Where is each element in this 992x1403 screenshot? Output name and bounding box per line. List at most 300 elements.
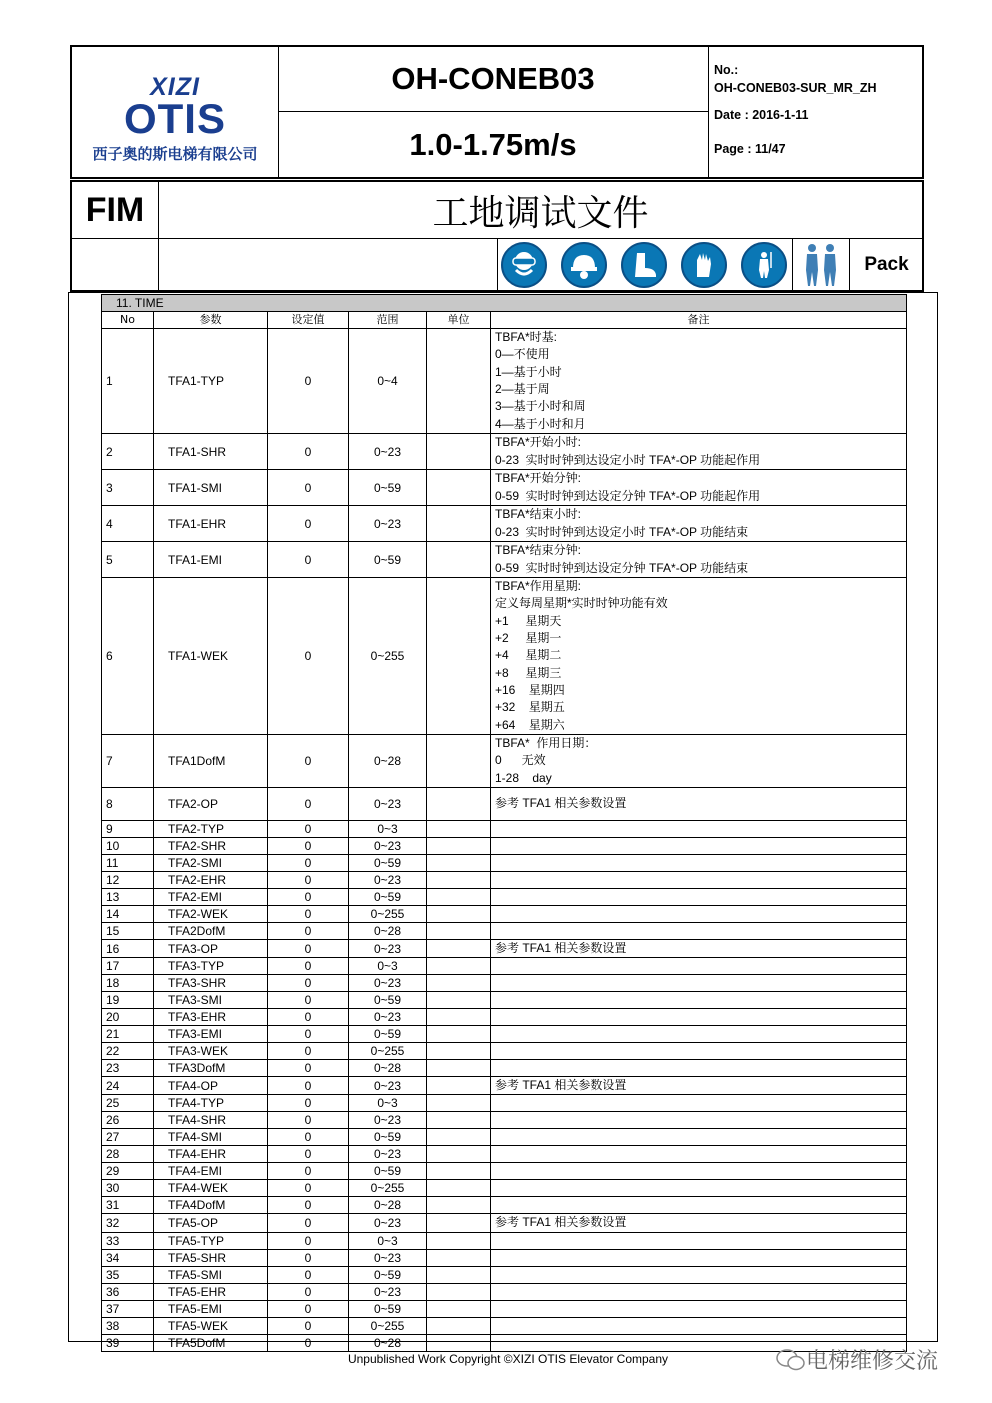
cell-param: TFA4-OP [154,1077,268,1095]
cell-value: 0 [268,329,349,434]
cell-range: 0~4 [349,329,427,434]
cell-unit [427,1146,491,1163]
parameter-table [101,294,907,1352]
cell-unit [427,1283,491,1300]
cell-range: 0~59 [349,992,427,1009]
note-line: 0—不使用 [495,347,550,362]
table-row [102,735,907,788]
doc-page: Page : 11/47 [714,142,786,156]
cell-range: 0~255 [349,905,427,922]
cell-no: 9 [102,820,154,837]
safety-boot-icon [621,242,667,288]
cell-value: 0 [268,1129,349,1146]
note-line: TBFA* 作用日期： [495,736,597,750]
header-range: 范围 [349,312,427,329]
table-row [102,958,907,975]
cell-unit [427,1300,491,1317]
doc-info-cell [709,47,922,177]
cell-notes [491,905,907,922]
cell-range: 0~23 [349,1112,427,1129]
cell-notes [491,1283,907,1300]
table-row [102,992,907,1009]
note-line: TBFA*结束小时: [495,507,582,522]
cell-unit [427,922,491,939]
cell-no: 23 [102,1060,154,1077]
cell-value: 0 [268,506,349,542]
cell-param: TFA3-TYP [154,958,268,975]
cell-no: 25 [102,1095,154,1112]
cell-value: 0 [268,939,349,957]
cell-value: 0 [268,434,349,470]
cell-no: 27 [102,1129,154,1146]
cell-unit [427,578,491,735]
cell-unit [427,1249,491,1266]
cell-value: 0 [268,871,349,888]
cell-param: TFA5DofM [154,1334,268,1351]
cell-unit [427,1043,491,1060]
cell-no: 33 [102,1232,154,1249]
note-line: 参考 TFA1 相关参数设置 [495,796,627,811]
cell-value: 0 [268,542,349,578]
note-line: 0-59 实时时钟到达设定分钟 TFA*-OP 功能结束 [495,560,749,575]
note-line: 3—基于小时和周 [495,399,586,414]
cell-notes [491,506,907,542]
cell-unit [427,820,491,837]
cell-param: TFA2-SMI [154,854,268,871]
cell-value: 0 [268,1009,349,1026]
cell-range: 0~28 [349,1060,427,1077]
header-notes: 备注 [491,312,907,329]
cell-param: TFA5-EMI [154,1300,268,1317]
table-row [102,1214,907,1232]
cell-unit [427,1334,491,1351]
cell-range: 0~23 [349,1249,427,1266]
cell-unit [427,1077,491,1095]
cell-value: 0 [268,1214,349,1232]
fim-blank-left [72,239,159,290]
cell-notes [491,888,907,905]
cell-notes [491,1095,907,1112]
cell-range: 0~28 [349,1334,427,1351]
cell-param: TFA3-SMI [154,992,268,1009]
cell-param: TFA5-EHR [154,1283,268,1300]
cell-unit [427,434,491,470]
note-line: 参考 TFA1 相关参数设置 [495,1215,627,1230]
cell-param: TFA5-WEK [154,1317,268,1334]
cell-value: 0 [268,1300,349,1317]
table-row [102,1129,907,1146]
cell-param: TFA1-TYP [154,329,268,434]
cell-value: 0 [268,992,349,1009]
cell-unit [427,329,491,434]
title-cell [278,47,709,177]
table-row [102,854,907,871]
note-line: 0-59 实时时钟到达设定分钟 TFA*-OP 功能起作用 [495,488,761,503]
model-title: OH-CONEB03 [278,47,708,112]
cell-param: TFA3-EMI [154,1026,268,1043]
cell-value: 0 [268,1146,349,1163]
cell-param: TFA3DofM [154,1060,268,1077]
table-row [102,1146,907,1163]
doc-no-label: No.: [714,63,739,77]
table-row [102,905,907,922]
cell-notes [491,820,907,837]
cell-value: 0 [268,1095,349,1112]
table-row [102,1300,907,1317]
cell-unit [427,871,491,888]
cell-range: 0~23 [349,434,427,470]
cell-param: TFA3-WEK [154,1043,268,1060]
cell-value: 0 [268,578,349,735]
note-line: 1-28 day [495,770,552,785]
cell-no: 32 [102,1214,154,1232]
cell-unit [427,888,491,905]
cell-unit [427,1060,491,1077]
cell-value: 0 [268,1043,349,1060]
cell-range: 0~23 [349,506,427,542]
cell-value: 0 [268,1180,349,1197]
cell-no: 38 [102,1317,154,1334]
cell-range: 0~3 [349,1232,427,1249]
cell-range: 0~59 [349,1300,427,1317]
table-row [102,1060,907,1077]
cell-param: TFA2-SHR [154,837,268,854]
document-header [70,45,924,179]
cell-value: 0 [268,735,349,788]
fim-label: FIM [72,182,159,239]
cell-no: 28 [102,1146,154,1163]
cell-no: 7 [102,735,154,788]
header-param: 参数 [154,312,268,329]
table-row [102,939,907,957]
fim-title: 工地调试文件 [159,182,922,239]
logo-company-name: 西子奥的斯电梯有限公司 [92,146,258,163]
note-line: TBFA*开始小时: [495,435,582,450]
cell-param: TFA5-SMI [154,1266,268,1283]
cell-param: TFA4-WEK [154,1180,268,1197]
cell-notes [491,735,907,788]
cell-param: TFA4-EHR [154,1146,268,1163]
cell-param: TFA1-WEK [154,578,268,735]
cell-notes [491,1232,907,1249]
cell-param: TFA2-WEK [154,905,268,922]
watermark [776,1344,938,1375]
cell-range: 0~59 [349,470,427,506]
cell-notes [491,1249,907,1266]
note-line: 定义每周星期*实时时钟功能有效 [495,596,668,611]
cell-value: 0 [268,1249,349,1266]
note-line: 参考 TFA1 相关参数设置 [495,1078,627,1093]
table-row [102,1283,907,1300]
cell-param: TFA2DofM [154,922,268,939]
cell-range: 0~28 [349,1197,427,1214]
note-line: TBFA*时基: [495,330,558,345]
cell-notes [491,1112,907,1129]
table-row [102,871,907,888]
harness-icon [741,242,787,288]
cell-no: 4 [102,506,154,542]
cell-notes [491,1060,907,1077]
cell-value: 0 [268,958,349,975]
cell-notes [491,958,907,975]
cell-notes [491,1266,907,1283]
logo-otis: OTIS [123,95,226,142]
cell-range: 0~23 [349,787,427,820]
doc-no-value: OH-CONEB03-SUR_MR_ZH [714,81,877,95]
cell-no: 35 [102,1266,154,1283]
table-row [102,1197,907,1214]
watermark-text: 电梯维修交流 [806,1349,939,1374]
copyright-footer: Unpublished Work Copyright ©XIZI OTIS Elevator Company [347,1352,669,1366]
cell-param: TFA3-OP [154,939,268,957]
cell-notes [491,329,907,434]
cell-unit [427,787,491,820]
cell-value: 0 [268,787,349,820]
cell-notes [491,1300,907,1317]
table-row [102,1266,907,1283]
cell-value: 0 [268,837,349,854]
cell-range: 0~28 [349,922,427,939]
cell-param: TFA2-EHR [154,871,268,888]
cell-param: TFA3-SHR [154,975,268,992]
cell-value: 0 [268,1266,349,1283]
cell-range: 0~59 [349,1163,427,1180]
header-unit: 单位 [427,312,491,329]
cell-unit [427,1112,491,1129]
cell-range: 0~3 [349,958,427,975]
cell-param: TFA5-OP [154,1214,268,1232]
cell-unit [427,1095,491,1112]
table-row [102,1095,907,1112]
note-line: 0-23 实时时钟到达设定小时 TFA*-OP 功能起作用 [495,452,761,467]
cell-value: 0 [268,1317,349,1334]
note-line: 参考 TFA1 相关参数设置 [495,940,627,955]
cell-no: 15 [102,922,154,939]
chat-icon [776,1348,806,1372]
cell-no: 20 [102,1009,154,1026]
cell-range: 0~23 [349,1009,427,1026]
cell-value: 0 [268,854,349,871]
cell-no: 19 [102,992,154,1009]
cell-range: 0~23 [349,975,427,992]
cell-value: 0 [268,1060,349,1077]
cell-unit [427,1232,491,1249]
cell-notes [491,787,907,820]
table-row [102,1112,907,1129]
cell-no: 8 [102,787,154,820]
cell-no: 26 [102,1112,154,1129]
cell-notes [491,1077,907,1095]
pack-label: Pack [849,239,923,290]
cell-value: 0 [268,975,349,992]
cell-value: 0 [268,1077,349,1095]
section-row [102,295,907,312]
cell-value: 0 [268,820,349,837]
cell-range: 0~59 [349,854,427,871]
cell-value: 0 [268,922,349,939]
note-line: 4—基于小时和月 [495,416,586,431]
table-row [102,1232,907,1249]
header-row [102,312,907,329]
table-row [102,578,907,735]
cell-no: 1 [102,329,154,434]
table-row [102,1077,907,1095]
cell-no: 12 [102,871,154,888]
table-row [102,1317,907,1334]
cell-notes [491,1197,907,1214]
cell-no: 24 [102,1077,154,1095]
table-row [102,1009,907,1026]
cell-range: 0~23 [349,1214,427,1232]
cell-no: 36 [102,1283,154,1300]
cell-unit [427,854,491,871]
cell-notes [491,1026,907,1043]
table-row [102,820,907,837]
cell-notes [491,1317,907,1334]
header-value: 设定值 [268,312,349,329]
cell-unit [427,975,491,992]
cell-no: 18 [102,975,154,992]
cell-param: TFA1-EHR [154,506,268,542]
cell-no: 16 [102,939,154,957]
cell-value: 0 [268,1232,349,1249]
cell-notes [491,992,907,1009]
cell-param: TFA5-TYP [154,1232,268,1249]
table-row [102,470,907,506]
cell-range: 0~28 [349,735,427,788]
table-row [102,329,907,434]
cell-unit [427,542,491,578]
note-line: +2 星期一 [495,631,562,646]
cell-param: TFA1DofM [154,735,268,788]
section-title: 11. TIME [102,295,907,312]
cell-range: 0~255 [349,1043,427,1060]
header-no: No [102,312,154,329]
cell-notes [491,578,907,735]
cell-unit [427,1129,491,1146]
note-line: TBFA*作用星期: [495,579,582,594]
cell-no: 37 [102,1300,154,1317]
cell-param: TFA1-SMI [154,470,268,506]
table-row [102,975,907,992]
cell-value: 0 [268,470,349,506]
note-line: +16 星期四 [495,682,565,697]
cell-notes [491,1163,907,1180]
cell-unit [427,1214,491,1232]
cell-range: 0~59 [349,1266,427,1283]
fim-band [70,180,924,292]
cell-unit [427,1163,491,1180]
cell-notes [491,1214,907,1232]
cell-notes [491,470,907,506]
cell-notes [491,434,907,470]
cell-unit [427,958,491,975]
cell-notes [491,1146,907,1163]
cell-range: 0~255 [349,1317,427,1334]
cell-param: TFA4-SMI [154,1129,268,1146]
note-line: +4 星期二 [495,648,562,663]
doc-date: Date : 2016-1-11 [714,108,809,122]
cell-param: TFA4-TYP [154,1095,268,1112]
table-row [102,922,907,939]
cell-notes [491,1180,907,1197]
cell-unit [427,1009,491,1026]
note-line: 0 无效 [495,753,546,768]
cell-range: 0~23 [349,837,427,854]
cell-value: 0 [268,888,349,905]
cell-no: 30 [102,1180,154,1197]
cell-notes [491,922,907,939]
cell-unit [427,905,491,922]
cell-notes [491,837,907,854]
cell-no: 34 [102,1249,154,1266]
cell-param: TFA5-SHR [154,1249,268,1266]
table-row [102,542,907,578]
cell-param: TFA3-EHR [154,1009,268,1026]
cell-range: 0~59 [349,1026,427,1043]
cell-no: 17 [102,958,154,975]
cell-param: TFA1-EMI [154,542,268,578]
cell-unit [427,992,491,1009]
cell-param: TFA2-OP [154,787,268,820]
cell-unit [427,939,491,957]
cell-notes [491,939,907,957]
cell-range: 0~23 [349,1146,427,1163]
cell-param: TFA4-SHR [154,1112,268,1129]
cell-value: 0 [268,1334,349,1351]
note-line: +64 星期六 [495,717,565,732]
table-row [102,1180,907,1197]
people-icon [792,239,849,290]
table-row [102,787,907,820]
cell-notes [491,854,907,871]
cell-value: 0 [268,1026,349,1043]
cell-range: 0~255 [349,1180,427,1197]
cell-notes [491,542,907,578]
cell-unit [427,735,491,788]
table-row [102,1163,907,1180]
cell-no: 29 [102,1163,154,1180]
cell-no: 11 [102,854,154,871]
table-row [102,506,907,542]
cell-range: 0~3 [349,820,427,837]
note-line: +8 星期三 [495,665,562,680]
cell-range: 0~23 [349,1283,427,1300]
cell-no: 2 [102,434,154,470]
cell-notes [491,1129,907,1146]
cell-param: TFA4-EMI [154,1163,268,1180]
cell-no: 21 [102,1026,154,1043]
cell-range: 0~23 [349,1077,427,1095]
note-line: TBFA*开始分钟: [495,471,582,486]
cell-value: 0 [268,1283,349,1300]
table-row [102,434,907,470]
goggles-icon [501,242,547,288]
cell-no: 10 [102,837,154,854]
table-row [102,837,907,854]
table-row [102,888,907,905]
cell-unit [427,1026,491,1043]
cell-param: TFA4DofM [154,1197,268,1214]
fim-blank-middle [159,239,498,290]
cell-no: 13 [102,888,154,905]
cell-no: 39 [102,1334,154,1351]
cell-unit [427,1317,491,1334]
table-row [102,1043,907,1060]
cell-notes [491,1043,907,1060]
cell-no: 31 [102,1197,154,1214]
cell-range: 0~23 [349,871,427,888]
